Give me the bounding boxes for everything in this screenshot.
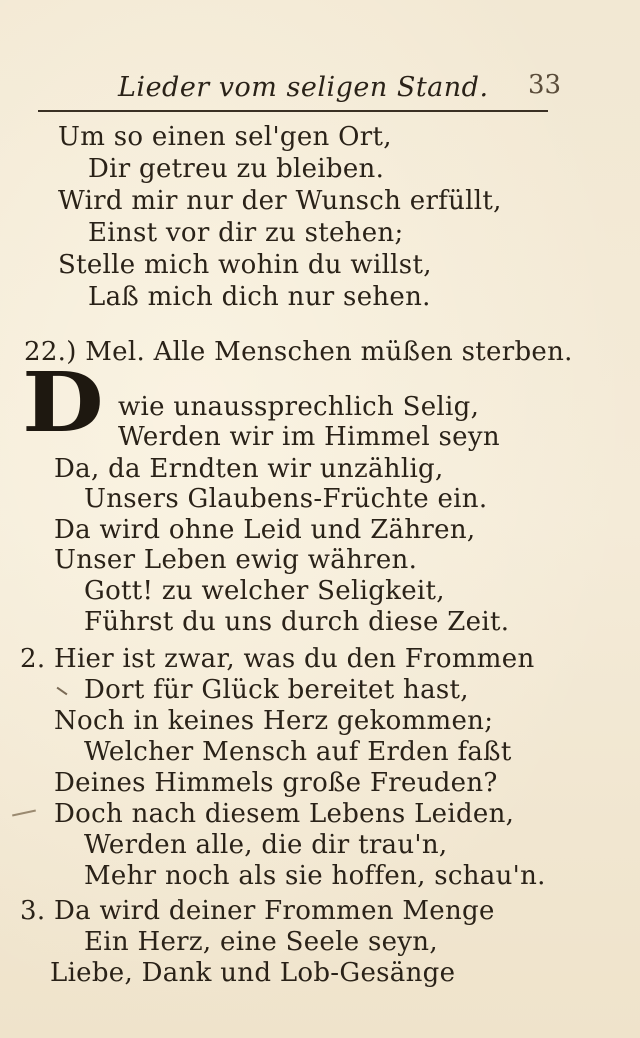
verse-line: Dir getreu zu bleiben. — [88, 154, 385, 184]
verse-line: Werden alle, die dir trau'n, — [84, 830, 448, 860]
drop-cap — [22, 355, 104, 451]
verse-line: Einst vor dir zu stehen; — [88, 218, 404, 248]
verse-line: Da, da Erndten wir unzählig, — [54, 454, 444, 484]
running-head-title: Lieder vom seligen Stand. — [118, 72, 489, 103]
drop-cap-letter: D — [22, 355, 104, 451]
pencil-mark — [12, 810, 36, 817]
verse-line: Mehr noch als sie hoffen, schau'n. — [84, 861, 546, 891]
verse-line: Doch nach diesem Lebens Leiden, — [54, 799, 515, 829]
hymn-heading: 22.) Mel. Alle Menschen müßen sterben. — [24, 337, 573, 367]
verse-line: Unser Leben ewig währen. — [54, 545, 418, 575]
verse-line: Stelle mich wohin du willst, — [58, 250, 432, 280]
verse-line: Da wird ohne Leid und Zähren, — [54, 515, 476, 545]
pencil-mark — [57, 687, 68, 696]
verse-line: Welcher Mensch auf Erden faßt — [84, 737, 512, 767]
verse-line: Führst du uns durch diese Zeit. — [84, 607, 510, 637]
verse-line: Deines Himmels große Freuden? — [54, 768, 498, 798]
verse-line: Liebe, Dank und Lob-Gesänge — [50, 958, 456, 988]
page-number: 33 — [528, 70, 562, 100]
header-rule — [38, 110, 548, 112]
verse-line: Werden wir im Himmel seyn — [118, 422, 500, 452]
verse-line: Noch in keines Herz gekommen; — [54, 706, 494, 736]
verse-line: Unsers Glaubens-Früchte ein. — [84, 484, 488, 514]
verse-line: wie unaussprechlich Selig, — [118, 392, 480, 422]
verse-line: 3. Da wird deiner Frommen Menge — [20, 896, 495, 926]
verse-line: 2. Hier ist zwar, was du den Frommen — [20, 644, 535, 674]
verse-line: Laß mich dich nur sehen. — [88, 282, 431, 312]
verse-line: Wird mir nur der Wunsch erfüllt, — [58, 186, 502, 216]
verse-line: Um so einen sel'gen Ort, — [58, 122, 392, 152]
verse-line: Dort für Glück bereitet hast, — [84, 675, 469, 705]
running-head — [0, 68, 640, 108]
verse-line: Gott! zu welcher Seligkeit, — [84, 576, 445, 606]
verse-line: Ein Herz, eine Seele seyn, — [84, 927, 438, 957]
